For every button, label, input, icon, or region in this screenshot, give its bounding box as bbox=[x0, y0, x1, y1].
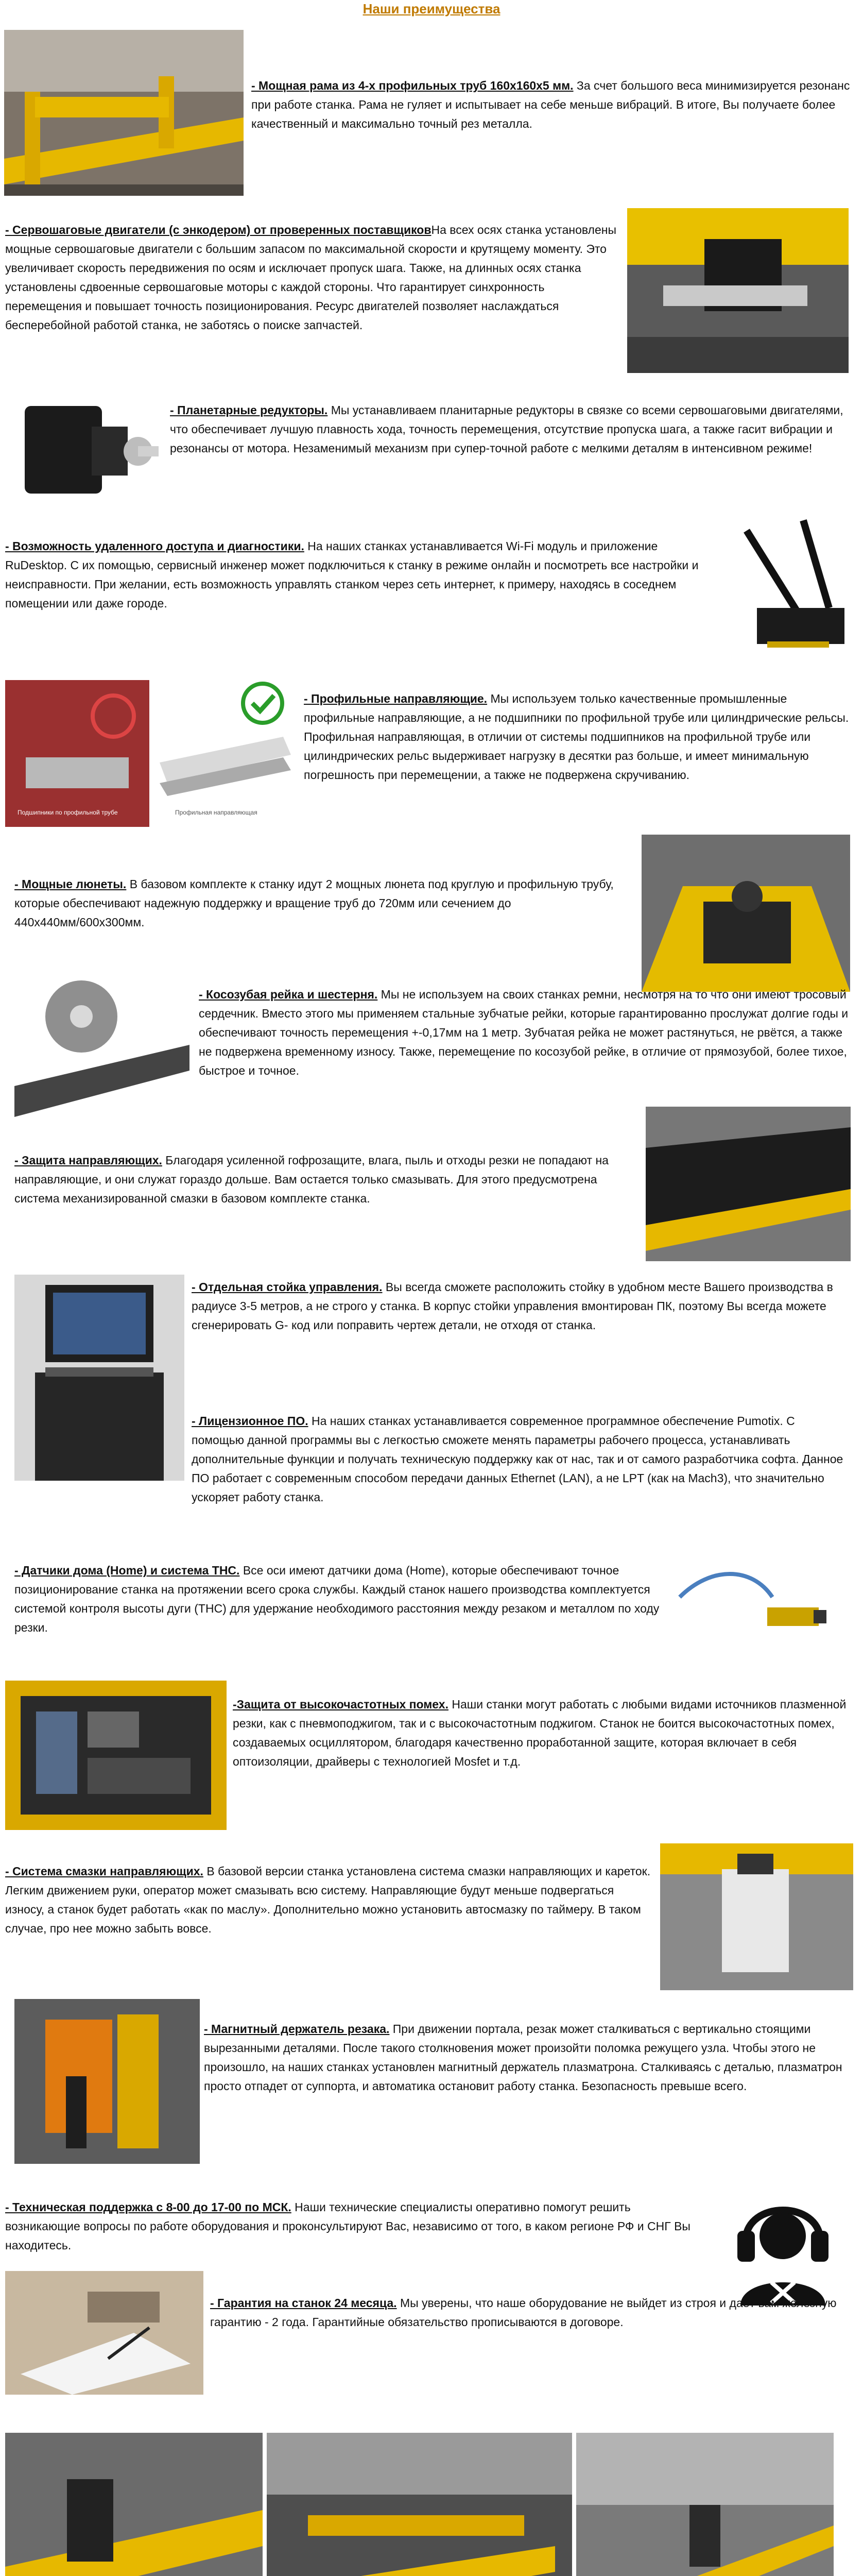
item-planetary: - Планетарные редукторы. Мы устанавливаем планитарные редукторы в связке со всеми сервошаговыми двигателями, что обеспечивает лучшую плавность хода, точность перемещения, отсутствие пропуска шага, а также гасит вибрации и резонансы от мотора. Незаменимый механизм при супер-точной работе с мелкими деталям в интенсивном режиме! bbox=[170, 403, 843, 455]
item-warranty: - Гарантия на станок 24 месяца. Мы уверены, что наше оборудование не выйдет из строя и даёт вам железную гарантию - 2 года. Гарантийные обязательство прописываются в договоре. bbox=[210, 2296, 837, 2329]
item-guide-protection: - Защита направляющих. Благодаря усиленной гофрозащите, влага, пыль и отходы резки не попадают на направляющие, и они служат гораздо дольше. Вам остается только смазывать. Для этого предусмотрена система механизированной смазки в базовом комплекте станка. bbox=[14, 1154, 609, 1205]
gallery-photo-3 bbox=[576, 2433, 834, 2576]
rail-comparison-photo bbox=[5, 680, 294, 827]
rail-right-caption: Профильная направляющая bbox=[175, 809, 257, 816]
item-rails: - Профильные направляющие. Мы используем только качественные промышленные профильные направляющие, а не подшипники по профильной трубе или цилиндрические рельсы. Профильная направляющая, в отличии от системы подшипников на профильной трубе или цилиндрических рельс выдерживает нагрузку в десятки раз больше, и имеет минимальную погрешность при перемещении, а также не подвержена скручиванию. bbox=[304, 692, 849, 782]
support-headset-icon bbox=[720, 2179, 846, 2306]
item-frame: - Мощная рама из 4-х профильных труб 160х160х5 мм. За счет большого веса минимизируется резонанс при работе станка. Рама не гуляет и испытывает на себе меньше вибраций. В итоге, Вы получаете более качественный и максимально точный рез металла. bbox=[251, 79, 850, 130]
bellows-photo bbox=[646, 1107, 851, 1261]
contract-signing-photo bbox=[5, 2271, 203, 2395]
item-servo: - Сервошаговые двигатели (с энкодером) от проверенных поставщиковНа всех осях станка установлены мощные сервошаговые двигатели с большим запасом по максимальной скорости и крутящему моменту. Это увеличивает скорость передвижения по осям и исключает пропуск шага. Также, на длинных осях станка установлены сдвоенные сервошаговые моторы с каждой стороны. Что гарантирует синхронность перемещения и повышает точность позиционирования. Ресурс двигателей позволяет наслаждаться бесперебойной работой станка, не заботясь о поиске запчастей. bbox=[5, 223, 617, 332]
item-control-stand: - Отдельная стойка управления. Вы всегда сможете расположить стойку в удобном месте Вашего производства в радиусе 3-5 метров, а не строго у станка. В корпус стойки управления вмонтирован ПК, поэтому Вы всегда можете сгенерировать G- код или поправить чертеж детали, не отходя от станка. bbox=[192, 1280, 833, 1332]
item-hf-protection: -Защита от высокочастотных помех. Наши станки могут работать с любыми видами источников плазменной резки, как с пневмоподжигом, так и с высокочастотным поджигом. Станок не боится высокочастотных помех, создаваемых осциллятором, благодаря качественно проработанной защите, которая включает в себя оптоизоляции, драйверы с технологией Mosfet и т.д. bbox=[233, 1698, 847, 1768]
lunettes-photo bbox=[642, 835, 850, 992]
item-lunettes: - Мощные люнеты. В базовом комплекте к станку идут 2 мощных люнета под круглую и профильную трубу, которые обеспечивают надежную поддержку и вращение труб до 720мм или сечением до 440х440мм/600х300мм. bbox=[14, 877, 614, 929]
wifi-card-photo bbox=[726, 510, 855, 659]
electronics-cabinet-photo bbox=[5, 1681, 227, 1830]
item-support: - Техническая поддержка с 8-00 до 17-00 по МСК. Наши технические специалисты оперативно помогут решить возникающие вопросы по работе оборудования и проконсультируют Вас, независимо от того, в каком регионе РФ и СНГ Вы находитесь. bbox=[5, 2200, 691, 2252]
item-remote: - Возможность удаленного доступа и диагностики. На наших станках устанавливается Wi-Fi модуль и приложение RuDesktop. С их помощью, сервисный инженер может подключиться к станку в режиме онлайн и посмотреть все настройки и неисправности. При желании, есть возможность управлять станком через сеть интернет, к примеру, находясь в соседнем помещении или даже городе. bbox=[5, 539, 699, 610]
servo-photo bbox=[627, 208, 849, 373]
rack-gear-photo bbox=[14, 968, 189, 1122]
torch-holder-photo bbox=[14, 1999, 200, 2164]
rail-left-caption: Подшипники по профильной трубе bbox=[18, 809, 118, 816]
sensor-photo bbox=[669, 1551, 839, 1654]
item-home-sensors: - Датчики дома (Home) и система THC. Все оси имеют датчики дома (Home), которые обеспечивают точное позиционирование станка на протяжении всего срока службы. Каждый станок нашего производства комплектуется системой контроля высоты дуги (THC) для удержание необходимого расстояния между резаком и металлом по ходу резки. bbox=[14, 1564, 660, 1634]
gearbox-photo bbox=[14, 391, 159, 512]
lubricator-photo bbox=[660, 1843, 853, 1990]
gallery-photo-2 bbox=[267, 2433, 572, 2576]
gallery-photo-1 bbox=[5, 2433, 263, 2576]
item-rack: - Косозубая рейка и шестерня. Мы не используем на своих станках ремни, несмотря на то что они имеют тросовый сердечник. Вместо этого мы применяем стальные зубчатые рейки, которые гарантированно прослужат долгие годы и обеспечивают точность перемещения +-0,17мм на 1 метр. Зубчатая рейка не может растянуться, не рвётся, а также не подвержена временному износу. Также, перемещение по косозубой рейке, в отличие от прямозубой, более тихое, быстрое и точное. bbox=[199, 988, 849, 1077]
page-title: Наши преимущества bbox=[363, 1, 500, 16]
item-lubrication: - Система смазки направляющих. В базовой версии станка установлена система смазки направляющих и кареток. Легким движением руки, оператор может смазывать всю систему. Направляющие будут меньше подвергаться износу, а станок будет работать «как по маслу». Дополнительно можно установить автосмазку по таймеру. В таком случае, про нее можно забыть вовсе. bbox=[5, 1865, 651, 1935]
item-software: - Лицензионное ПО. На наших станках устанавливается современное программное обеспечение Pumotix. С помощью данной программы вы с легкостью сможете менять параметры рабочего процесса, устанавливать дополнительные функции и получать техническую поддержку как от нас, так и от самого разработчика софта. Данное ПО работает с современным способом передачи данных Ethernet (LAN), а не LPT (как на Mach3), что значительно ускоряет работу станка. bbox=[192, 1414, 843, 1504]
control-stand-photo bbox=[14, 1275, 184, 1481]
frame-photo bbox=[4, 30, 244, 196]
item-magnetic-holder: - Магнитный держатель резака. При движении портала, резак может сталкиваться с вертикально стоящими вырезанными деталями. После такого столкновения может произойти поломка режущего узла. Чтобы этого не произошло, на наших станках установлен магнитный держатель плазматрона. Сталкиваясь с деталью, плазматрон просто отпадет от суппорта, и автоматика остановит работу станка. Безопасность превыше всего. bbox=[204, 2022, 842, 2093]
